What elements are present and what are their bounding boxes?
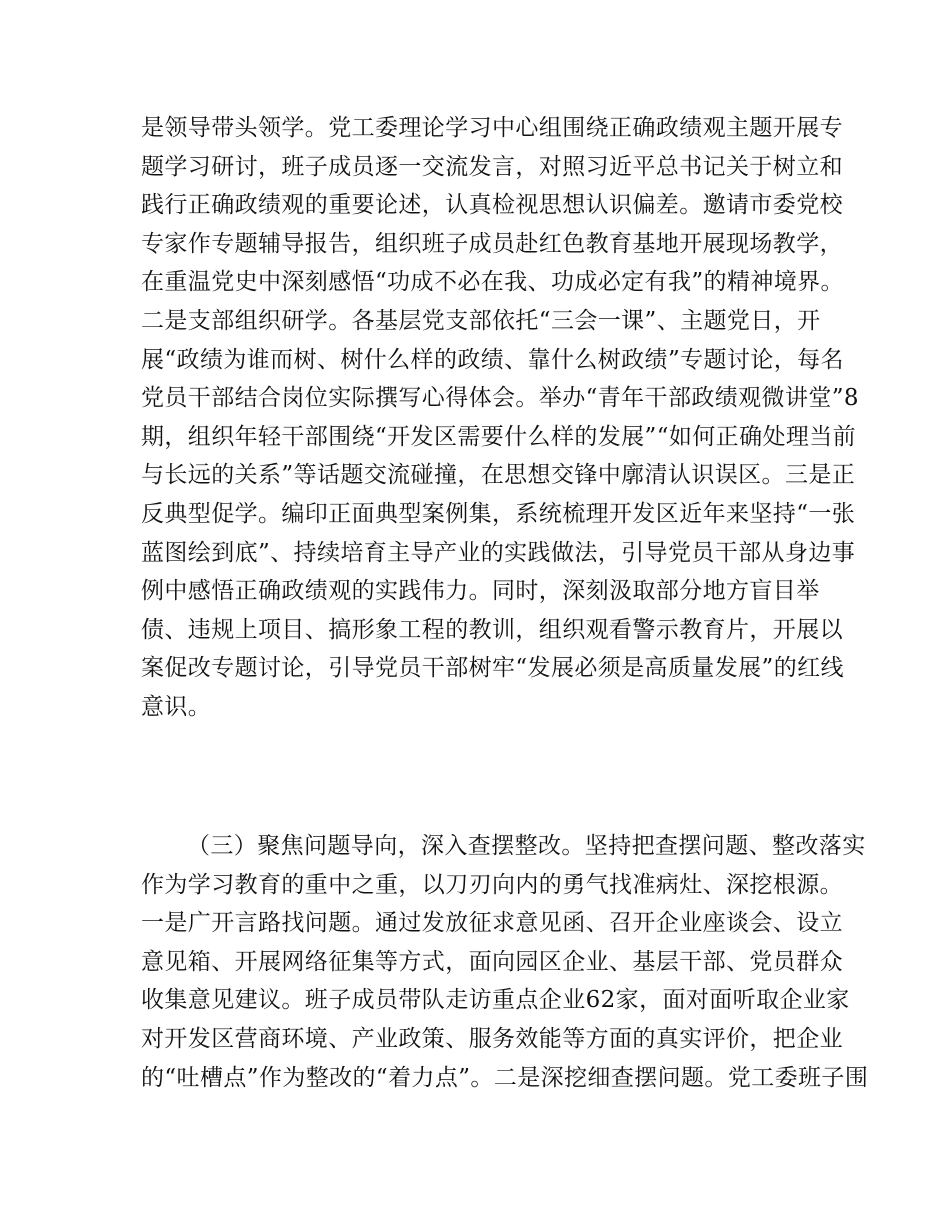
- paragraph-1: [141, 109, 859, 727]
- paragraph-2-line: 一是广开言路找问题。通过发放征求意见函、召开企业座谈会、设立: [141, 910, 843, 937]
- paragraph-2-line: 作为学习教育的重中之重，以刀刃向内的勇气找准病灶、深挖根源。: [141, 871, 843, 898]
- paragraph-2-line: 的“吐槽点”作为整改的“着力点”。二是深挖细查摆问题。党工委班子围: [141, 1064, 869, 1091]
- paragraph-1-line: 反典型促学。编印正面典型案例集，系统梳理开发区近年来坚持“一张: [141, 500, 856, 527]
- paragraph-1-line: 是领导带头领学。党工委理论学习中心组围绕正确政绩观主题开展专: [141, 115, 843, 141]
- paragraph-1-line: 意识。: [141, 693, 212, 720]
- paragraph-1-line: 践行正确政绩观的重要论述，认真检视思想认识偏差。邀请市委党校: [141, 192, 843, 219]
- paragraph-1-line: 在重温党史中深刻感悟“功成不必在我、功成必定有我”的精神境界。: [141, 269, 844, 296]
- paragraph-1-line: 二是支部组织研学。各基层党支部依托“三会一课”、主题党日，开: [141, 307, 821, 334]
- paragraph-1-line: 案促改专题讨论，引导党员干部树牢“发展必须是高质量发展”的红线: [141, 655, 844, 682]
- paragraph-1-line: 债、违规上项目、搞形象工程的教训，组织观看警示教育片，开展以: [141, 616, 843, 643]
- paragraph-1-line: 期，组织年轻干部围绕“开发区需要什么样的发展”“如何正确处理当前: [141, 423, 857, 450]
- paragraph-2: [141, 827, 869, 1097]
- paragraph-1-line: 例中感悟正确政绩观的实践伟力。同时，深刻汲取部分地方盲目举: [141, 578, 820, 605]
- paragraph-2-line: 意见箱、开展网络征集等方式，面向园区企业、基层干部、党员群众: [141, 948, 843, 975]
- paragraph-1-line: 题学习研讨，班子成员逐一交流发言，对照习近平总书记关于树立和: [141, 153, 843, 180]
- paragraph-1-line: 展“政绩为谁而树、树什么样的政绩、靠什么树政绩”专题讨论，每名: [141, 346, 844, 373]
- paragraph-2-line: 收集意见建议。班子成员带队走访重点企业62家，面对面听取企业家: [141, 987, 850, 1014]
- paragraph-1-line: 与长远的关系”等话题交流碰撞，在思想交锋中廓清认识误区。三是正: [141, 462, 856, 489]
- paragraph-1-line: 蓝图绘到底”、持续培育主导产业的实践做法，引导党员干部从身边事: [141, 539, 856, 566]
- paragraph-2-line: 对开发区营商环境、产业政策、服务效能等方面的真实评价，把企业: [141, 1025, 843, 1052]
- paragraph-1-line: 党员干部结合岗位实际撰写心得体会。举办“青年干部政绩观微讲堂”8: [141, 385, 859, 412]
- section-heading-line: （三）聚焦问题导向，深入查摆整改。坚持把查摆问题、整改落实: [187, 833, 866, 859]
- paragraph-1-line: 专家作专题辅导报告，组织班子成员赴红色教育基地开展现场教学，: [141, 230, 843, 257]
